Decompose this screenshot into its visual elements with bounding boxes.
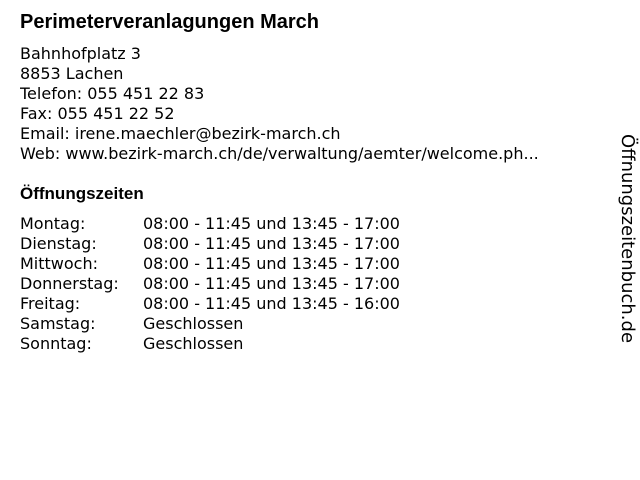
hours-row-wednesday bbox=[20, 254, 400, 274]
hours-row-sunday bbox=[20, 334, 400, 354]
hours-time: Geschlossen bbox=[143, 334, 244, 353]
hours-day: Mittwoch: bbox=[20, 254, 98, 273]
hours-day: Montag: bbox=[20, 214, 86, 233]
opening-hours-heading: Öffnungszeiten bbox=[20, 184, 144, 203]
hours-row-tuesday bbox=[20, 234, 400, 254]
hours-day: Sonntag: bbox=[20, 334, 92, 353]
hours-time: 08:00 - 11:45 und 13:45 - 16:00 bbox=[143, 294, 400, 313]
hours-day: Freitag: bbox=[20, 294, 81, 313]
hours-row-friday bbox=[20, 294, 400, 314]
hours-time: 08:00 - 11:45 und 13:45 - 17:00 bbox=[143, 274, 400, 293]
hours-time: Geschlossen bbox=[143, 314, 244, 333]
opening-hours-table bbox=[20, 214, 400, 354]
hours-day: Donnerstag: bbox=[20, 274, 119, 293]
address-city: 8853 Lachen bbox=[20, 64, 124, 83]
hours-row-saturday bbox=[20, 314, 400, 334]
phone-line: Telefon: 055 451 22 83 bbox=[20, 84, 205, 103]
hours-time: 08:00 - 11:45 und 13:45 - 17:00 bbox=[143, 254, 400, 273]
hours-row-monday bbox=[20, 214, 400, 234]
web-line: Web: www.bezirk-march.ch/de/verwaltung/aemter/welcome.ph... bbox=[20, 144, 539, 163]
email-line: Email: irene.maechler@bezirk-march.ch bbox=[20, 124, 341, 143]
hours-time: 08:00 - 11:45 und 13:45 - 17:00 bbox=[143, 214, 400, 233]
fax-line: Fax: 055 451 22 52 bbox=[20, 104, 175, 123]
business-title: Perimeterveranlagungen March bbox=[20, 11, 319, 33]
site-watermark-label: Öffnungszeitenbuch.de bbox=[617, 134, 638, 344]
hours-day: Samstag: bbox=[20, 314, 96, 333]
hours-row-thursday bbox=[20, 274, 400, 294]
address-street: Bahnhofplatz 3 bbox=[20, 44, 141, 63]
hours-day: Dienstag: bbox=[20, 234, 97, 253]
hours-time: 08:00 - 11:45 und 13:45 - 17:00 bbox=[143, 234, 400, 253]
contact-block bbox=[20, 44, 595, 164]
